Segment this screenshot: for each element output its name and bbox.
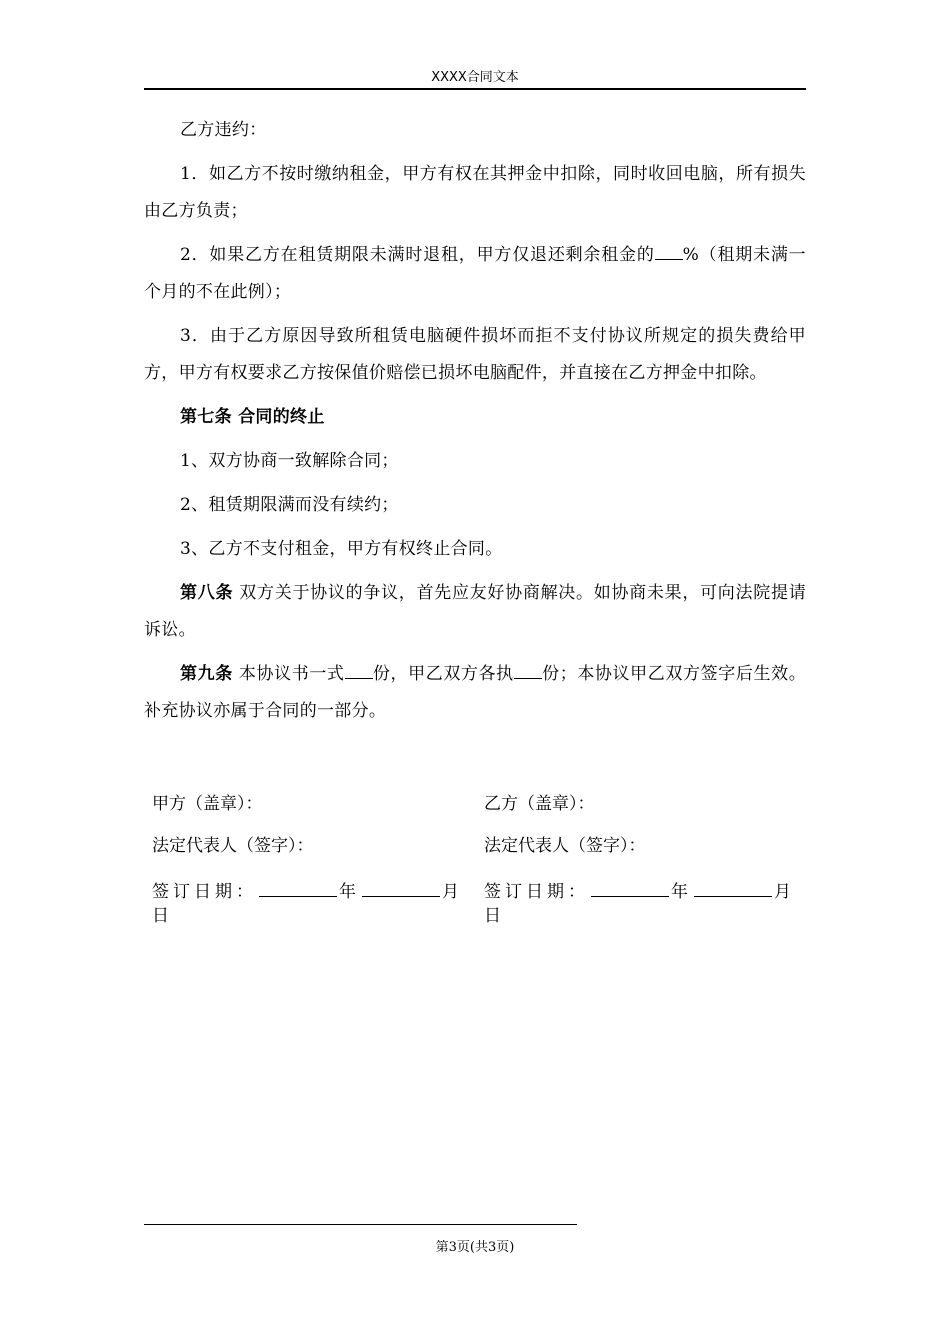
article-7-title: 第七条 合同的终止 (180, 407, 325, 427)
party-a-signature-block (152, 792, 482, 946)
party-a-representative: 法定代表人（签字）： (152, 836, 314, 856)
party-b-signature-block (484, 792, 814, 946)
breach-item-2 (144, 237, 806, 311)
party-b-month-blank[interactable] (694, 876, 772, 897)
article-9-text-a: 本协议书一式 (232, 664, 345, 684)
party-b-seal: 乙方（盖章）： (484, 794, 595, 814)
article-8-text: 双方关于协议的争议，首先应友好协商解决。如协商未果，可向法院提请诉讼。 (144, 583, 806, 640)
party-a-day-label: 日 (152, 906, 173, 926)
party-b-day-label: 日 (484, 906, 505, 926)
breach-item-2-text-b: %（租期未满一个月的不在此例）； (144, 245, 806, 302)
party-a-month-label: 月 (442, 882, 463, 902)
party-b-month-label: 月 (774, 882, 795, 902)
party-a-seal: 甲方（盖章）： (152, 794, 263, 814)
article-9 (144, 656, 806, 730)
party-a-year-label: 年 (339, 882, 360, 902)
breach-heading: 乙方违约： (180, 120, 267, 140)
breach-item-2-text-a: 2．如果乙方在租赁期限未满时退租，甲方仅退还剩余租金的 (180, 245, 655, 265)
refund-percent-blank[interactable] (655, 239, 683, 260)
copies-total-blank[interactable] (345, 658, 373, 679)
party-b-date-label: 签订日期： (484, 882, 589, 902)
breach-item-3: 3．由于乙方原因导致所租赁电脑硬件损坏而拒不支付协议所规定的损失费给甲方，甲方有权要求乙方按保值价赔偿已损坏电脑配件，并直接在乙方押金中扣除。 (144, 326, 806, 383)
party-a-month-blank[interactable] (362, 876, 440, 897)
party-b-representative: 法定代表人（签字）： (484, 836, 646, 856)
contract-body (144, 112, 806, 737)
article-8-label: 第八条 (180, 583, 234, 603)
footer-divider (144, 1224, 577, 1225)
party-a-date-label: 签订日期： (152, 882, 257, 902)
article-7-item-1: 1、双方协商一致解除合同； (180, 451, 399, 471)
copies-each-blank[interactable] (514, 658, 542, 679)
party-b-sign-date (484, 876, 814, 928)
article-9-text-c: 份；本协议甲乙双方签字后生效。补充协议亦属于合同的一部分。 (144, 664, 806, 721)
party-a-year-blank[interactable] (259, 876, 337, 897)
article-9-text-b: 份，甲乙双方各执 (372, 664, 514, 684)
article-9-label: 第九条 (180, 664, 233, 684)
article-7-item-3: 3、乙方不支付租金，甲方有权终止合同。 (180, 539, 503, 559)
breach-item-1: 1．如乙方不按时缴纳租金，甲方有权在其押金中扣除，同时收回电脑，所有损失由乙方负责； (144, 164, 806, 221)
party-a-sign-date (152, 876, 482, 928)
page-number: 第3页(共3页) (435, 1240, 515, 1255)
party-b-year-label: 年 (671, 882, 692, 902)
party-b-year-blank[interactable] (591, 876, 669, 897)
article-7-item-2: 2、租赁期限满而没有续约； (180, 495, 399, 515)
page-header: XXXX合同文本 (144, 69, 806, 90)
article-8 (144, 575, 806, 649)
